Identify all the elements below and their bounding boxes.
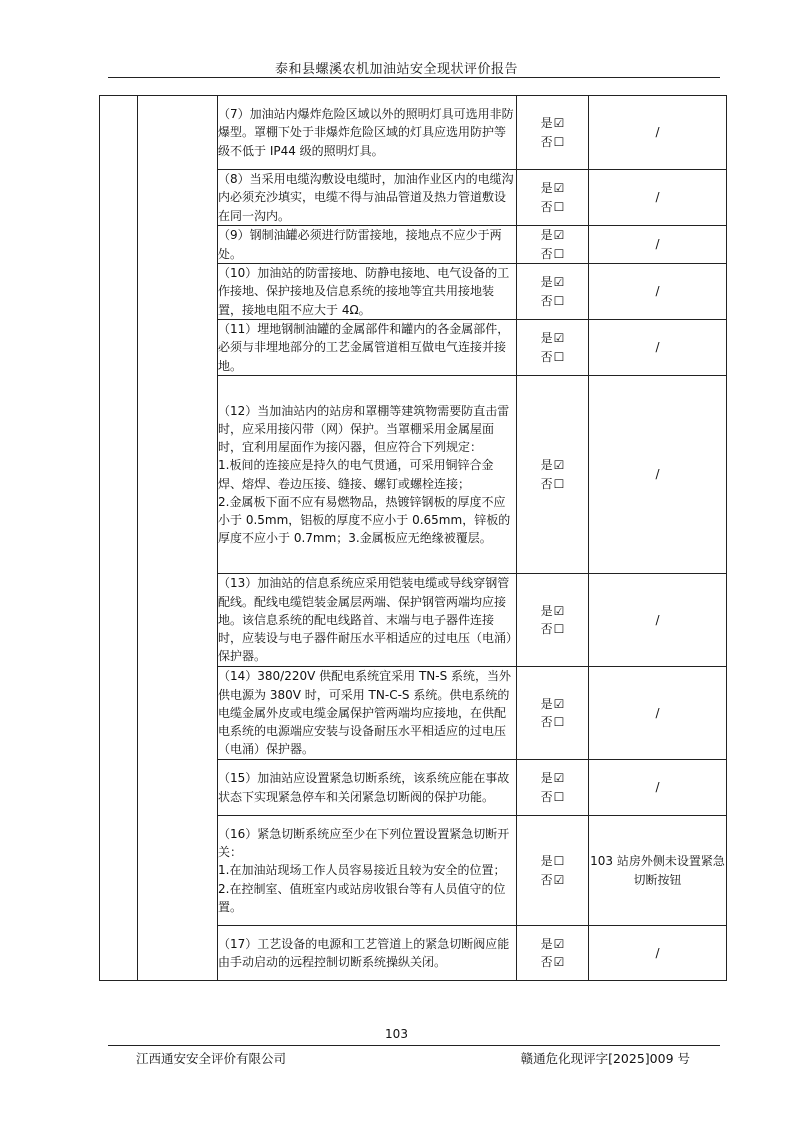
result-cell: / [589,264,727,320]
no-label: 否 [540,293,553,308]
yes-checkbox-icon: ☐ [553,854,565,868]
compliance-cell [517,760,589,816]
no-checkbox-icon: ☐ [553,789,565,804]
compliance-cell [517,320,589,376]
no-label: 否 [540,349,553,364]
no-label: 否 [540,789,553,804]
result-cell: / [589,226,727,264]
header-divider [108,77,720,78]
requirement-text: （15）加油站应设置紧急切断系统，该系统应能在事故状态下实现紧急停车和关闭紧急切断阀的保护功能。 [218,760,517,816]
requirement-text: （11）埋地钢制油罐的金属部件和罐内的各金属部件，必须与非埋地部分的工艺金属管道相互做电气连接并接地。 [218,320,517,376]
table-row [100,96,727,170]
yes-checkbox-icon: ☑ [553,275,565,289]
footer-divider [108,1045,720,1046]
no-checkbox-icon: ☐ [553,715,565,729]
category-cell [100,96,138,981]
yes-checkbox-icon: ☑ [553,228,565,242]
yes-checkbox-icon: ☑ [553,696,565,711]
yes-label: 是 [540,331,553,345]
yes-label: 是 [540,181,553,195]
yes-label: 是 [540,228,553,242]
footer-doc-number: 赣通危化现评字[2025]009 号 [520,1051,690,1066]
yes-label: 是 [540,771,553,785]
no-checkbox-icon: ☐ [553,293,565,308]
evaluation-table [99,95,727,981]
no-checkbox-icon: ☐ [553,349,565,364]
yes-label: 是 [540,116,553,130]
yes-checkbox-icon: ☑ [553,771,565,785]
result-cell: / [589,96,727,170]
requirement-text: （16）紧急切断系统应至少在下列位置设置紧急切断开关： 1.在加油站现场工作人员容易接近且较为安全的位置； 2.在控制室、值班室内或站房收银台等有人员值守的位置。 [218,816,517,926]
result-cell: / [589,320,727,376]
requirement-text: （13）加油站的信息系统应采用铠装电缆或导线穿钢管配线。配线电缆铠装金属层两端、保护钢管两端均应接地。该信息系统的配电线路首、末端与电子器件连接时，应装设与电子器件耐压水平相适应的过电压（电涌）保护器。 [218,574,517,667]
no-checkbox-icon: ☐ [553,622,565,636]
no-label: 否 [540,622,553,636]
footer-company: 江西通安安全评价有限公司 [136,1051,287,1066]
header-title: 泰和县螺溪农机加油站安全现状评价报告 [274,62,518,77]
yes-checkbox-icon: ☑ [553,936,565,951]
no-label: 否 [540,246,553,261]
yes-label: 是 [540,936,553,951]
yes-checkbox-icon: ☑ [553,331,565,345]
no-label: 否 [540,476,553,491]
requirement-text: （10）加油站的防雷接地、防静电接地、电气设备的工作接地、保护接地及信息系统的接地等宜共用接地装置，接地电阻不应大于 4Ω。 [218,264,517,320]
yes-checkbox-icon: ☑ [553,116,565,130]
yes-checkbox-icon: ☑ [553,181,565,195]
requirement-text: （17）工艺设备的电源和工艺管道上的紧急切断阀应能由手动启动的远程控制切断系统操纵关闭。 [218,926,517,981]
no-label: 否 [540,955,553,969]
requirement-text: （8）当采用电缆沟敷设电缆时，加油作业区内的电缆沟内必须充沙填实，电缆不得与油品管道及热力管道敷设在同一沟内。 [218,170,517,226]
requirement-text: （14）380/220V 供配电系统宜采用 TN-S 系统，当外供电源为 380V 时，可采用 TN-C-S 系统。供电系统的电缆金属外皮或电缆金属保护管两端均应接地，在供配电系统的电源端应安装与设备耐压水平相适应的过电压（电涌）保护器。 [218,667,517,760]
requirement-text: （9）钢制油罐必须进行防雷接地，接地点不应少于两处。 [218,226,517,264]
yes-label: 是 [540,603,553,618]
no-checkbox-icon: ☐ [553,476,565,491]
compliance-cell [517,226,589,264]
no-label: 否 [540,872,553,887]
no-checkbox-icon: ☑ [553,872,565,887]
compliance-cell [517,816,589,926]
yes-label: 是 [540,275,553,289]
result-cell: / [589,760,727,816]
result-cell: / [589,170,727,226]
result-cell: / [589,926,727,981]
requirement-text: （7）加油站内爆炸危险区域以外的照明灯具可选用非防爆型。罩棚下处于非爆炸危险区域的灯具应选用防护等级不低于 IP44 级的照明灯具。 [218,96,517,170]
page-number: 103 [385,1027,408,1041]
yes-label: 是 [540,458,553,472]
compliance-cell [517,264,589,320]
compliance-cell [517,170,589,226]
result-cell: / [589,376,727,574]
yes-checkbox-icon: ☑ [553,458,565,472]
compliance-cell [517,926,589,981]
yes-label: 是 [540,696,553,711]
result-cell: / [589,667,727,760]
no-label: 否 [540,715,553,729]
yes-label: 是 [540,854,553,868]
no-checkbox-icon: ☐ [553,134,565,149]
no-label: 否 [540,134,553,149]
requirement-text: （12）当加油站内的站房和罩棚等建筑物需要防直击雷时，应采用接闪带（网）保护。当罩棚采用金属屋面时，宜利用屋面作为接闪器，但应符合下列规定： 1.板间的连接应是持久的电气贯通，可采用铜锌合金焊、熔焊、卷边压接、缝接、螺钉或螺栓连接； 2.金属板下面不应有易燃物品，热镀锌钢板的厚度不应小于 0.5mm，铝板的厚度不应小于 0.65mm，锌板的厚度不应小于 0.7mm；3.金属板应无绝缘被覆层。 [218,376,517,574]
compliance-cell [517,574,589,667]
no-checkbox-icon: ☐ [553,246,565,261]
yes-checkbox-icon: ☑ [553,603,565,618]
no-checkbox-icon: ☐ [553,199,565,214]
compliance-cell [517,376,589,574]
no-label: 否 [540,199,553,214]
result-cell: 103 站房外侧未设置紧急切断按钮 [589,816,727,926]
item-cell [138,96,218,981]
result-cell: / [589,574,727,667]
compliance-cell [517,667,589,760]
no-checkbox-icon: ☑ [553,955,565,969]
compliance-cell [517,96,589,170]
